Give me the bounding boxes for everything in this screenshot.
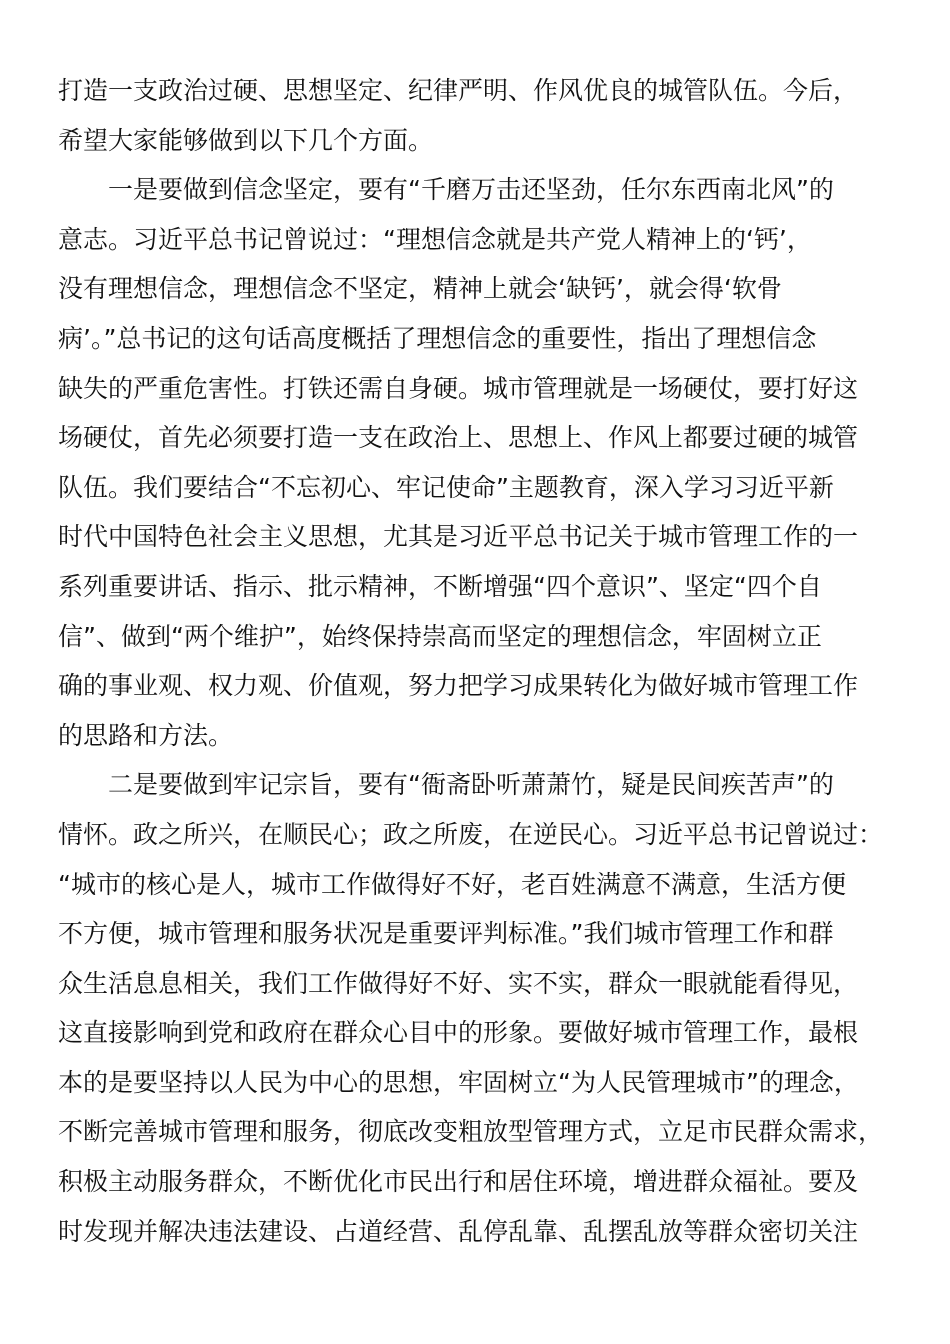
paragraph-start-line: 一是要做到信念坚定，要有“千磨万击还坚劲，任尔东西南北风”的 xyxy=(108,175,834,205)
text-line: 场硬仗，首先必须要打造一支在政治上、思想上、作风上都要过硬的城管 xyxy=(58,423,859,453)
text-line: “城市的核心是人，城市工作做得好不好，老百姓满意不满意，生活方便 xyxy=(58,869,846,899)
text-line: 的思路和方法。 xyxy=(58,720,234,750)
text-line: 缺失的严重危害性。打铁还需自身硬。城市管理就是一场硬仗，要打好这 xyxy=(58,373,859,403)
text-line: 不断完善城市管理和服务，彻底改变粗放型管理方式，立足市民群众需求， xyxy=(58,1117,884,1147)
text-line: 情怀。政之所兴，在顺民心；政之所废，在逆民心。习近平总书记曾说过： xyxy=(58,819,884,849)
text-line: 时发现并解决违法建设、占道经营、乱停乱靠、乱摆乱放等群众密切关注 xyxy=(58,1216,859,1246)
text-line: 确的事业观、权力观、价值观，努力把学习成果转化为做好城市管理工作 xyxy=(58,671,859,701)
text-line: 病’。”总书记的这句话高度概括了理想信念的重要性，指出了理想信念 xyxy=(58,323,817,353)
text-line: 积极主动服务群众，不断优化市民出行和居住环境，增进群众福祉。要及 xyxy=(58,1167,859,1197)
text-line: 本的是要坚持以人民为中心的思想，牢固树立“为人民管理城市”的理念， xyxy=(58,1067,859,1097)
text-line: 众生活息息相关，我们工作做得好不好、实不实，群众一眼就能看得见， xyxy=(58,968,859,998)
text-line: 意志。习近平总书记曾说过：“理想信念就是共产党人精神上的‘钙’， xyxy=(58,224,812,254)
text-line: 队伍。我们要结合“不忘初心、牢记使命”主题教育，深入学习习近平新 xyxy=(58,472,834,502)
text-line: 信”、做到“两个维护”，始终保持崇高而坚定的理想信念，牢固树立正 xyxy=(58,621,822,651)
text-line: 这直接影响到党和政府在群众心目中的形象。要做好城市管理工作，最根 xyxy=(58,1018,859,1048)
text-line: 打造一支政治过硬、思想坚定、纪律严明、作风优良的城管队伍。今后， xyxy=(58,76,859,105)
text-line: 没有理想信念，理想信念不坚定，精神上就会‘缺钙’，就会得‘软骨 xyxy=(58,274,782,304)
text-line: 系列重要讲话、指示、批示精神，不断增强“四个意识”、坚定“四个自 xyxy=(58,571,822,601)
text-line: 时代中国特色社会主义思想，尤其是习近平总书记关于城市管理工作的一 xyxy=(58,522,859,552)
document-page xyxy=(58,66,898,1256)
text-line: 不方便，城市管理和服务状况是重要评判标准。”我们城市管理工作和群 xyxy=(58,919,834,949)
paragraph-start-line: 二是要做到牢记宗旨，要有“衙斋卧听萧萧竹，疑是民间疾苦声”的 xyxy=(108,770,834,800)
text-line: 希望大家能够做到以下几个方面。 xyxy=(58,125,434,155)
